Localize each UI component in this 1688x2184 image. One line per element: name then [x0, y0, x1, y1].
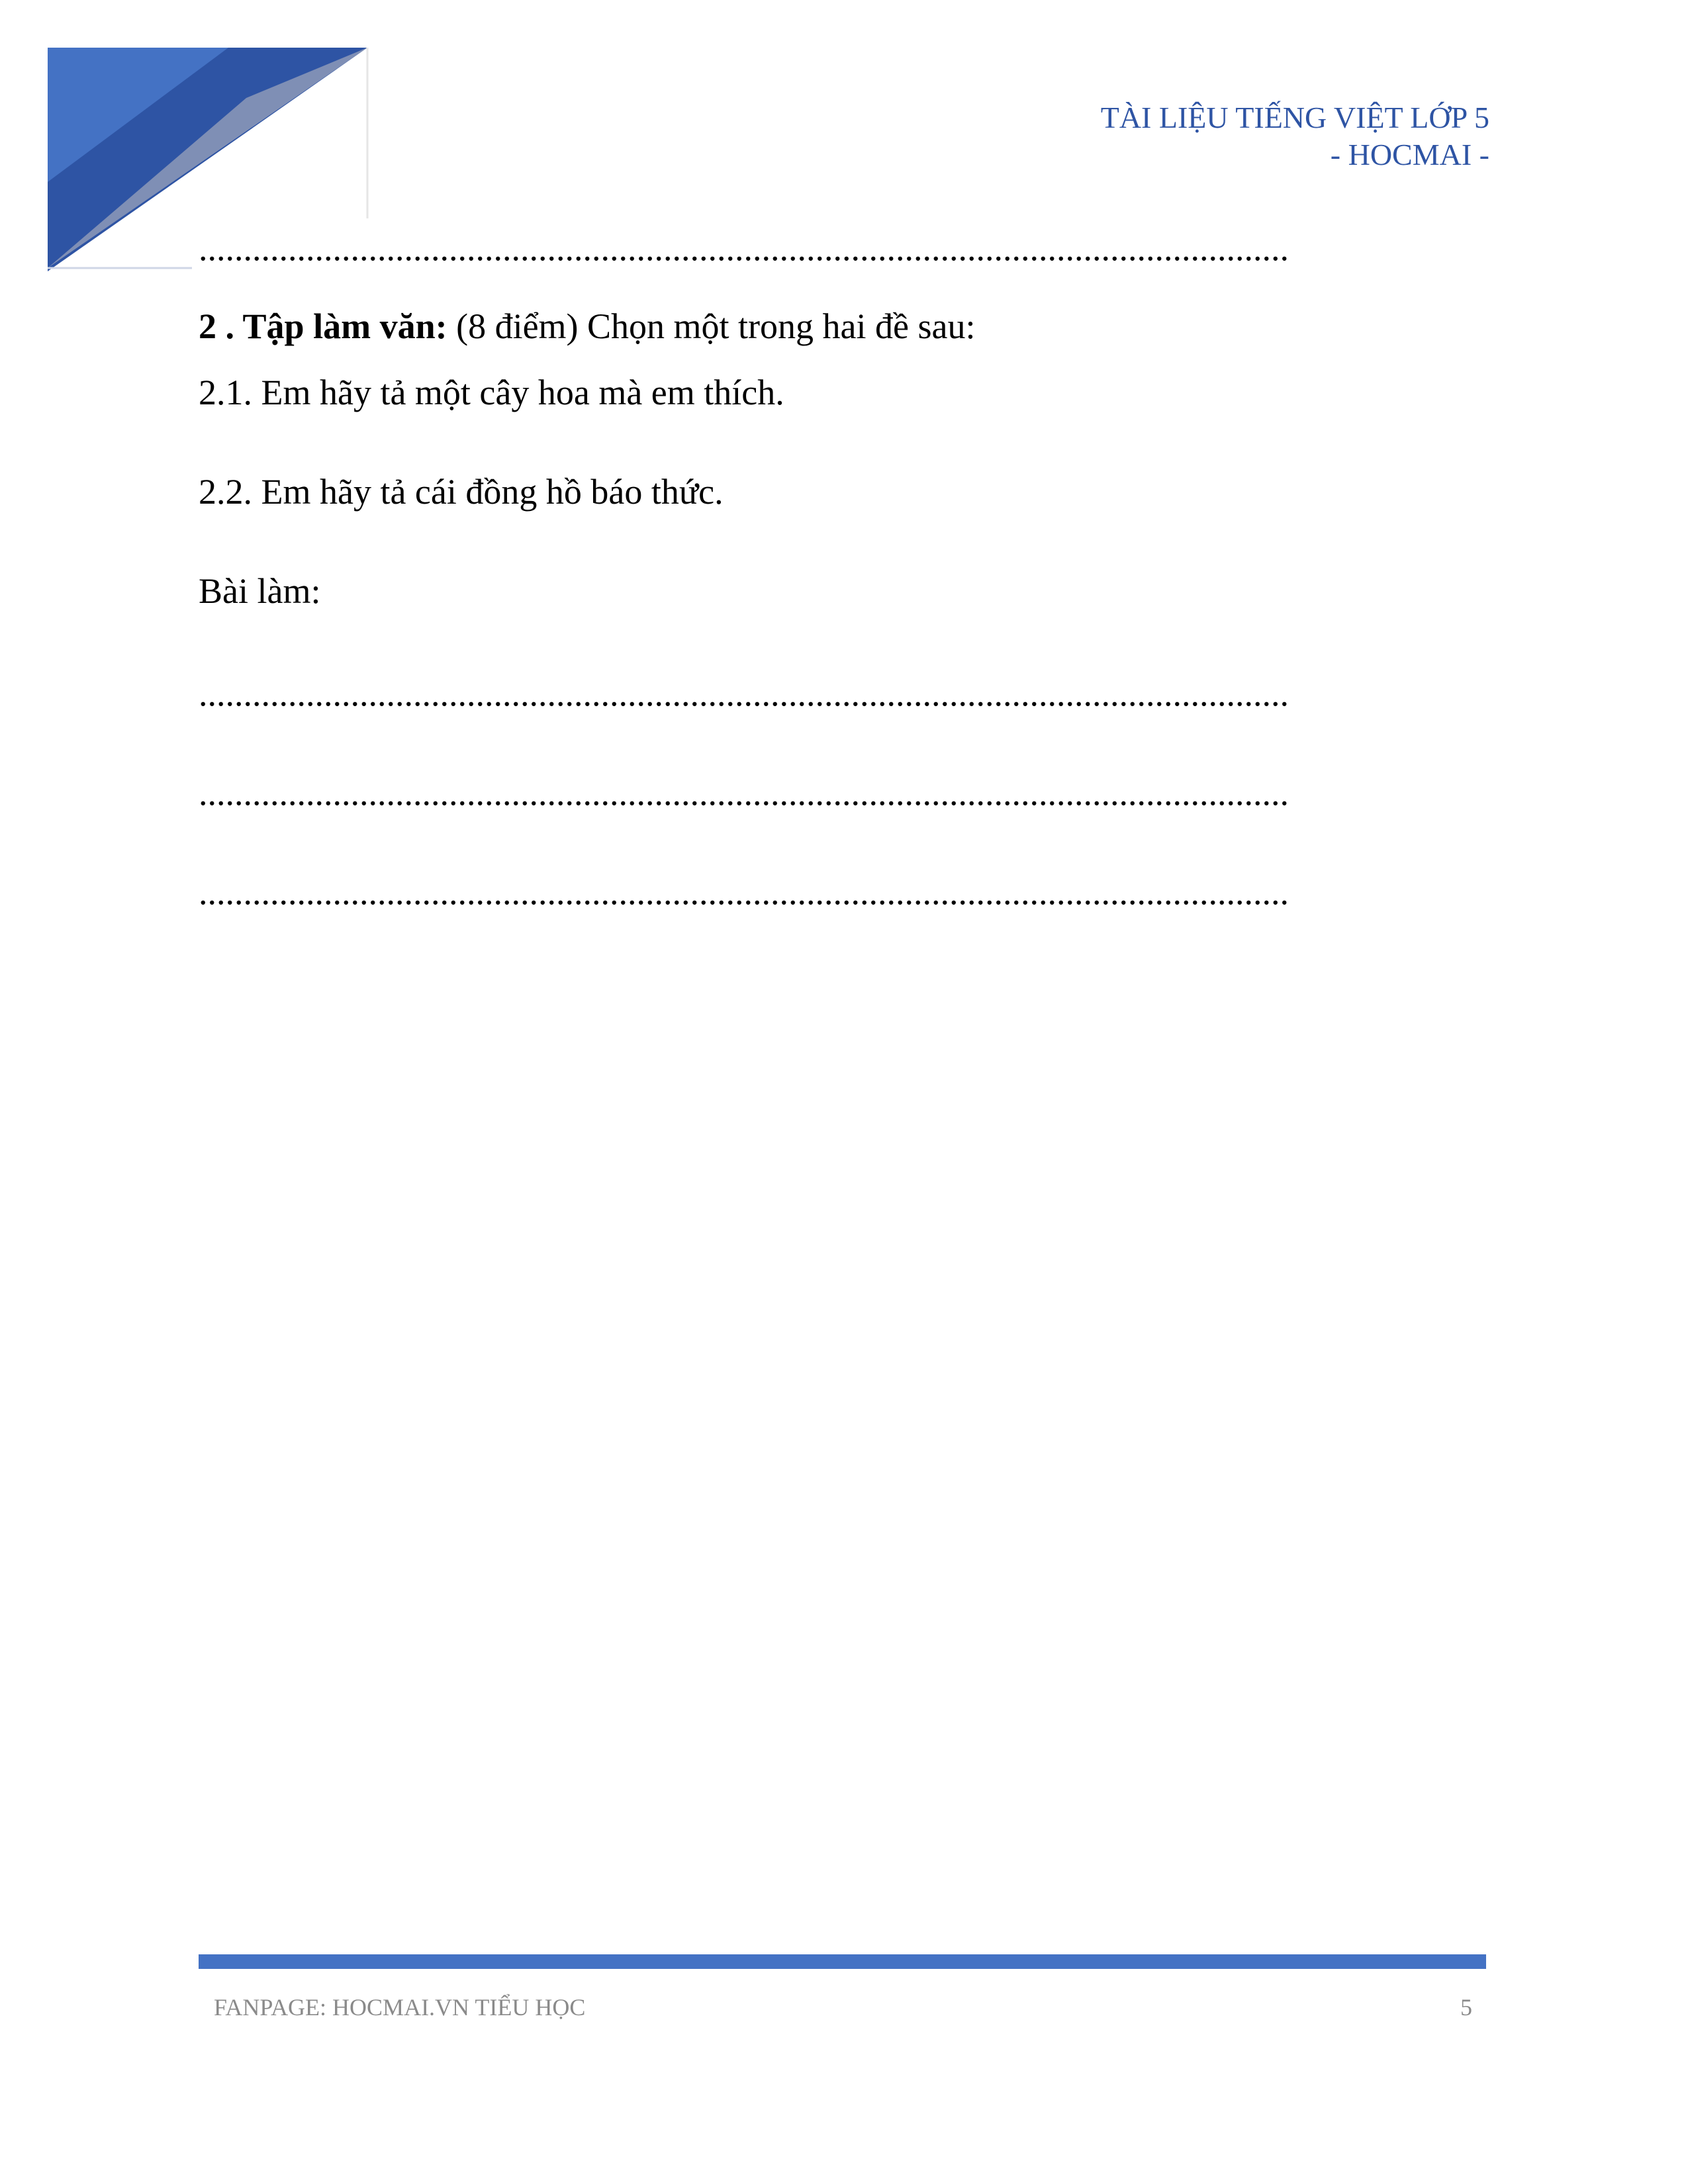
section-instructions: (8 điểm) Chọn một trong hai đề sau: — [447, 306, 976, 346]
page-content — [199, 225, 1324, 915]
topic-option-1: 2.1. Em hãy tả một cây hoa mà em thích. — [199, 373, 784, 412]
section-title: Tập làm văn: — [242, 306, 447, 346]
answer-label: Bài làm: — [199, 571, 321, 611]
footer-fanpage: FANPAGE: HOCMAI.VN TIỂU HỌC — [214, 1994, 586, 2021]
section-heading — [199, 303, 1324, 349]
dotted-answer-line: .......................................................................................................................... — [199, 674, 1289, 713]
footer-divider — [199, 1954, 1486, 1969]
page-number: 5 — [1460, 1994, 1472, 2021]
dotted-answer-line: .......................................................................................................................... — [199, 872, 1289, 912]
dotted-answer-line: .......................................................................................................................... — [199, 773, 1289, 813]
header-subtitle: - HOCMAI - — [1330, 138, 1489, 171]
section-number: 2 . — [199, 306, 243, 346]
document-header — [1101, 99, 1489, 173]
dotted-answer-line: .......................................................................................................................... — [199, 228, 1289, 268]
header-title: TÀI LIỆU TIẾNG VIỆT LỚP 5 — [1100, 101, 1489, 134]
topic-option-2: 2.2. Em hãy tả cái đồng hồ báo thức. — [199, 472, 724, 512]
